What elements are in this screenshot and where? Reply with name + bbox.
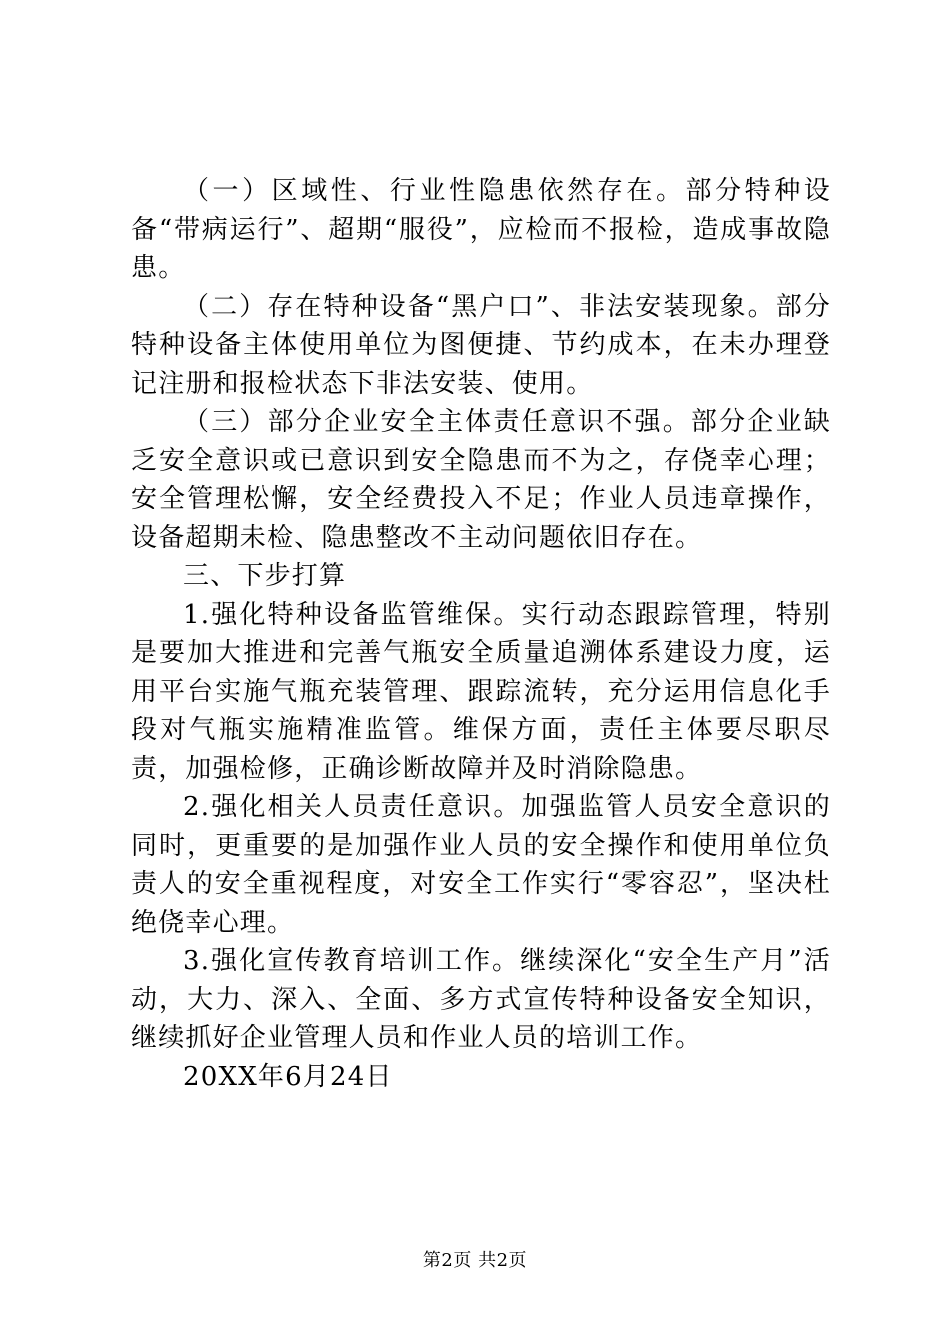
page-footer: 第2页 共2页 bbox=[422, 1250, 528, 1271]
paragraph-step-3: 3.强化宣传教育培训工作。继续深化“安全生产月”活动，大力、深入、全面、多方式宣传特种设备安全知识，继续抓好企业管理人员和作业人员的培训工作。 bbox=[131, 946, 831, 1053]
paragraph-issue-3: （三）部分企业安全主体责任意识不强。部分企业缺乏安全意识或已意识到安全隐患而不为之，存侥幸心理；安全管理松懈，安全经费投入不足；作业人员违章操作，设备超期未检、隐患整改不主动问题依旧存在。 bbox=[131, 407, 831, 553]
paragraph-issue-1: （一）区域性、行业性隐患依然存在。部分特种设备“带病运行”、超期“服役”，应检而不报检，造成事故隐患。 bbox=[131, 176, 831, 283]
document-date: 20XX年6月24日 bbox=[183, 1061, 393, 1092]
paragraph-issue-2: （二）存在特种设备“黑户口”、非法安装现象。部分特种设备主体使用单位为图便捷、节约成本，在未办理登记注册和报检状态下非法安装、使用。 bbox=[131, 291, 831, 399]
section-heading-next-steps: 三、下步打算 bbox=[183, 561, 347, 591]
paragraph-step-2: 2.强化相关人员责任意识。加强监管人员安全意识的同时，更重要的是加强作业人员的安全操作和使用单位负责人的安全重视程度，对安全工作实行“零容忍”，坚决杜绝侥幸心理。 bbox=[131, 792, 831, 938]
document-body bbox=[131, 172, 831, 1096]
paragraph-step-1: 1.强化特种设备监管维保。实行动态跟踪管理，特别是要加大推进和完善气瓶安全质量追溯体系建设力度，运用平台实施气瓶充装管理、跟踪流转，充分运用信息化手段对气瓶实施精准监管。维保方面，责任主体要尽职尽责，加强检修，正确诊断故障并及时消除隐患。 bbox=[131, 599, 831, 784]
